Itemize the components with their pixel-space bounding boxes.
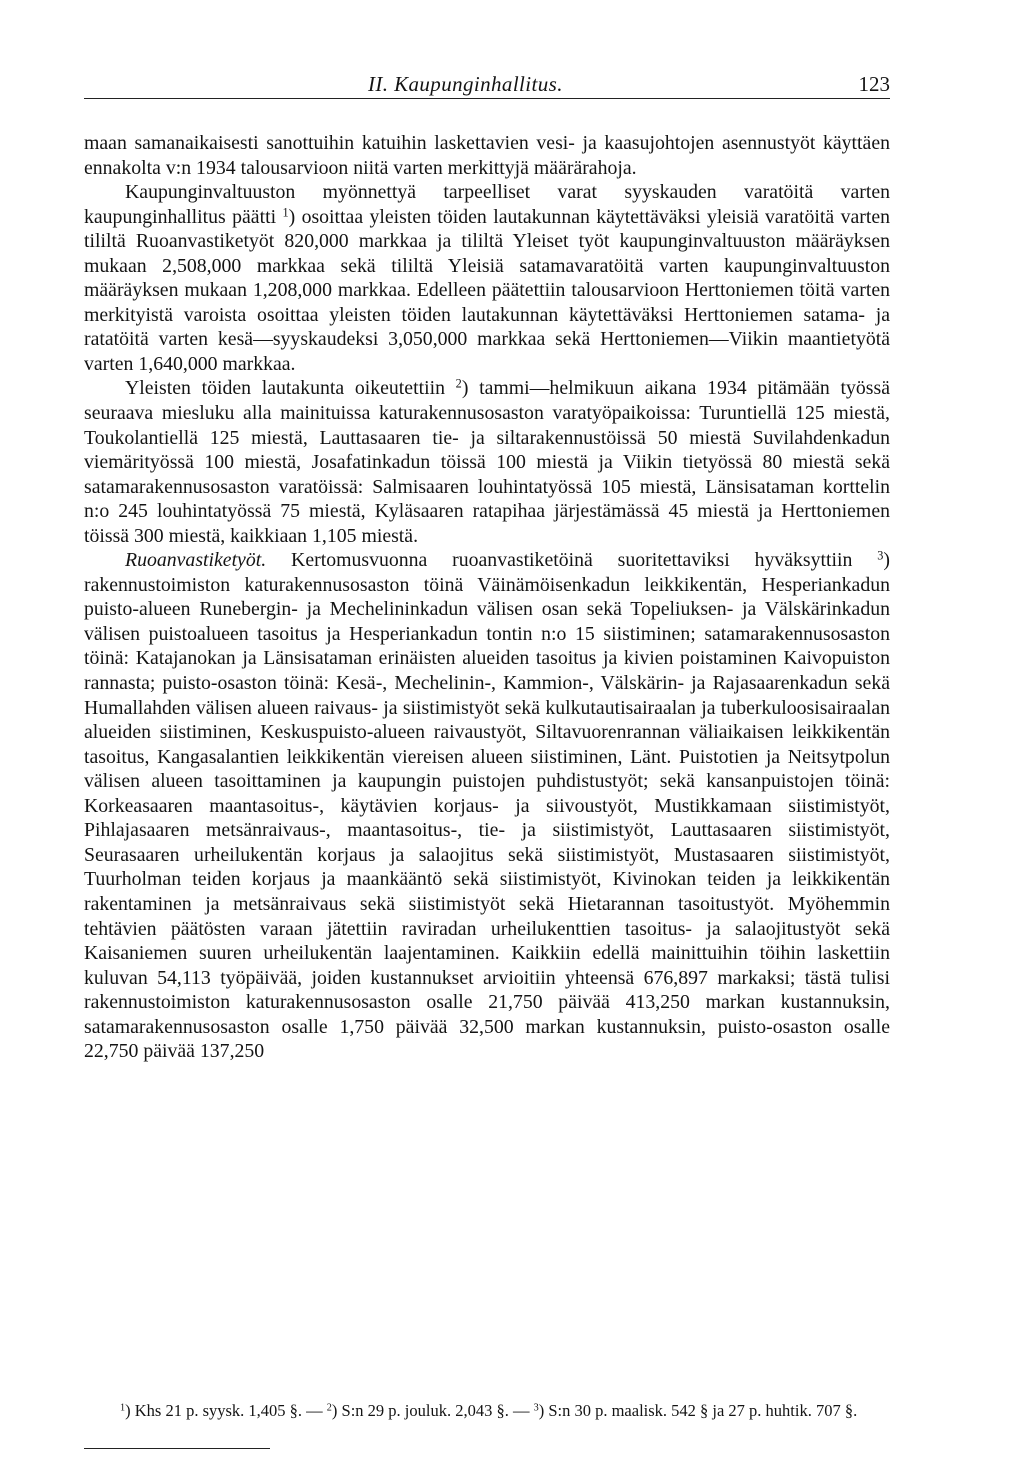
footnote-rule bbox=[84, 1448, 270, 1449]
paragraph-4-text-b: ) rakennustoimiston katurakennusosaston töinä Väinämöisenkadun leikkikentän, Hesperiankadun puisto-alueen Runebergin- ja Mechelininkadun välisen osan sekä Topeliuksen- ja Välskärinkadun välisen puistoalueen tasoitus ja Hesperiankadun tontin n:o 15 siistiminen; satamarakennusosaston töinä: Katajanokan ja Länsisataman erinäisten alueiden tasoitus ja kivien poistaminen Kaivopuiston rannasta; puisto-osaston töinä: Kesä-, Mechelinin-, Kammion-, Välskärin- ja Rajasaarenkadun sekä Humallahden välisen alueen raivaus- ja siistimistyöt sekä kulkutautisairaalan ja tuberkuloosisairaalan alueiden siistiminen, Keskuspuisto-alueen raivaustyöt, Siltavuorenrannan väliaikaisen leikkikentän tasoitus, Kangasalantien leikkikentän viereisen alueen siistiminen, Länt. Puistotien ja Neitsytpolun välisen alueen tasoittaminen ja kaupungin puistojen puhdistustyöt; sekä kansanpuistojen töinä: Korkeasaaren maantasoitus-, käytävien korjaus- ja siivoustyöt, Mustikkamaan siistimistyöt, Pihlajasaaren metsänraivaus-, maantasoitus-, tie- ja siistimistyöt, Lauttasaaren siistimistyöt, Seurasaaren urheilukentän korjaus ja salaojitus sekä siistimistyöt, Mustasaaren siistimistyöt, Tuurholman teiden korjaus ja maankääntö sekä siistimistyöt, Kivinokan teiden ja leikkikentän rakentaminen ja metsänraivaus sekä siistimistyöt sekä Hietarannan tasoitustyöt. Myöhemmin tehtävien päätösten varaan jätettiin raviradan urheilukenttien tasoitus- ja salaojitustyöt sekä Kaisaniemen suuren urheilukentän laajentaminen. Kaikkiin edellä mainittuihin töihin laskettiin kuluvan 54,113 työpäivää, joiden kustannukset arvioitiin yhteensä 676,897 markaksi; tästä tulisi rakennustoimiston katurakennusosaston osalle 21,750 päivää 413,250 markan kustannuksin, satamarakennusosaston osalle 1,750 päivää 32,500 markan kustannuksin, puisto-osaston osalle 22,750 päivää 137,250 bbox=[84, 549, 890, 1063]
paragraph-2-text-a: Kaupunginvaltuuston myönnettyä tarpeelliset varat syyskauden varatöitä varten kaupunginhallitus päätti bbox=[84, 181, 890, 228]
body-text bbox=[84, 131, 890, 1064]
paragraph-4 bbox=[84, 548, 890, 1063]
footnote-ref-3: 3 bbox=[877, 548, 884, 563]
footnote-mark-1: 1 bbox=[120, 1402, 126, 1414]
running-title: II. Kaupunginhallitus. bbox=[368, 72, 563, 96]
paragraph-1 bbox=[84, 131, 890, 180]
paragraph-2 bbox=[84, 180, 890, 376]
footnote-ref-1: 1 bbox=[282, 204, 289, 219]
paragraph-3 bbox=[84, 376, 890, 548]
footnote-1-text: ) Khs 21 p. syysk. 1,405 §. — bbox=[125, 1401, 327, 1420]
footnote-3-text: ) S:n 30 p. maalisk. 542 § ja 27 p. huhtik. 707 §. bbox=[538, 1401, 858, 1420]
page-header bbox=[84, 62, 890, 99]
footnote-2-text: ) S:n 29 p. jouluk. 2,043 §. — bbox=[331, 1401, 534, 1420]
page-number: 123 bbox=[858, 72, 890, 96]
footnotes bbox=[84, 1400, 890, 1422]
paragraph-3-text-a: Yleisten töiden lautakunta oikeutettiin bbox=[125, 377, 445, 400]
paragraph-1-text: maan samanaikaisesti sanottuihin katuihin laskettavien vesi- ja kaasujohtojen asennustyöt käyttäen ennakolta v:n 1934 talousarvioon niitä varten merkittyjä määrärahoja. bbox=[84, 132, 890, 179]
paragraph-2-text-b: ) osoittaa yleisten töiden lautakunnan käytettäväksi yleisiä varatöitä varten tililtä Ruoanvastiketyöt 820,000 markkaa ja tililtä Yleiset työt kaupunginvaltuuston määräyksen mukaan 2,508,000 markkaa sekä tililtä Yleisiä satamavaratöitä varten kaupunginvaltuuston määräyksen mukaan 1,208,000 markkaa. Edelleen päätettiin talousarvioon Herttoniemen töitä varten merkityistä varoista osoittaa yleisten töiden lautakunnan käytettäväksi Herttoniemen satama- ja ratatöitä varten kesä—syyskaudeksi 3,050,000 markkaa sekä Herttoniemen—Viikin maantietyötä varten 1,640,000 markkaa. bbox=[84, 205, 891, 375]
footnote-line bbox=[84, 1400, 890, 1422]
paragraph-3-text-b: ) tammi—helmikuun aikana 1934 pitämään työssä seuraava miesluku alla mainituissa katurakennusosaston varatyöpaikoissa: Turuntiellä 125 miestä, Toukolantiellä 125 miestä, Lauttasaaren tie- ja siltarakennustöissä 50 miestä Suvilahdenkadun viemärityössä 100 miestä, Josafatinkadun töissä 100 miestä ja Viikin tietyössä 80 miestä sekä satamarakennusosaston varatöissä: Salmisaaren louhintatyössä 105 miestä, Länsisataman korttelin n:o 245 louhintatyössä 75 miestä, Kyläsaaren ratapihaa järjestämässä 45 miestä ja Herttoniemen töissä 300 miestä, kaikkiaan 1,105 miestä. bbox=[84, 377, 890, 547]
paragraph-4-text-a: Kertomusvuonna ruoanvastiketöinä suoritettaviksi hyväksyttiin bbox=[266, 549, 853, 572]
footnote-ref-2: 2 bbox=[455, 376, 462, 391]
footnote-mark-3: 3 bbox=[533, 1402, 539, 1414]
footnote-mark-2: 2 bbox=[326, 1402, 332, 1414]
section-title-ruoanvastiketyot: Ruoanvastiketyöt. bbox=[125, 549, 267, 572]
